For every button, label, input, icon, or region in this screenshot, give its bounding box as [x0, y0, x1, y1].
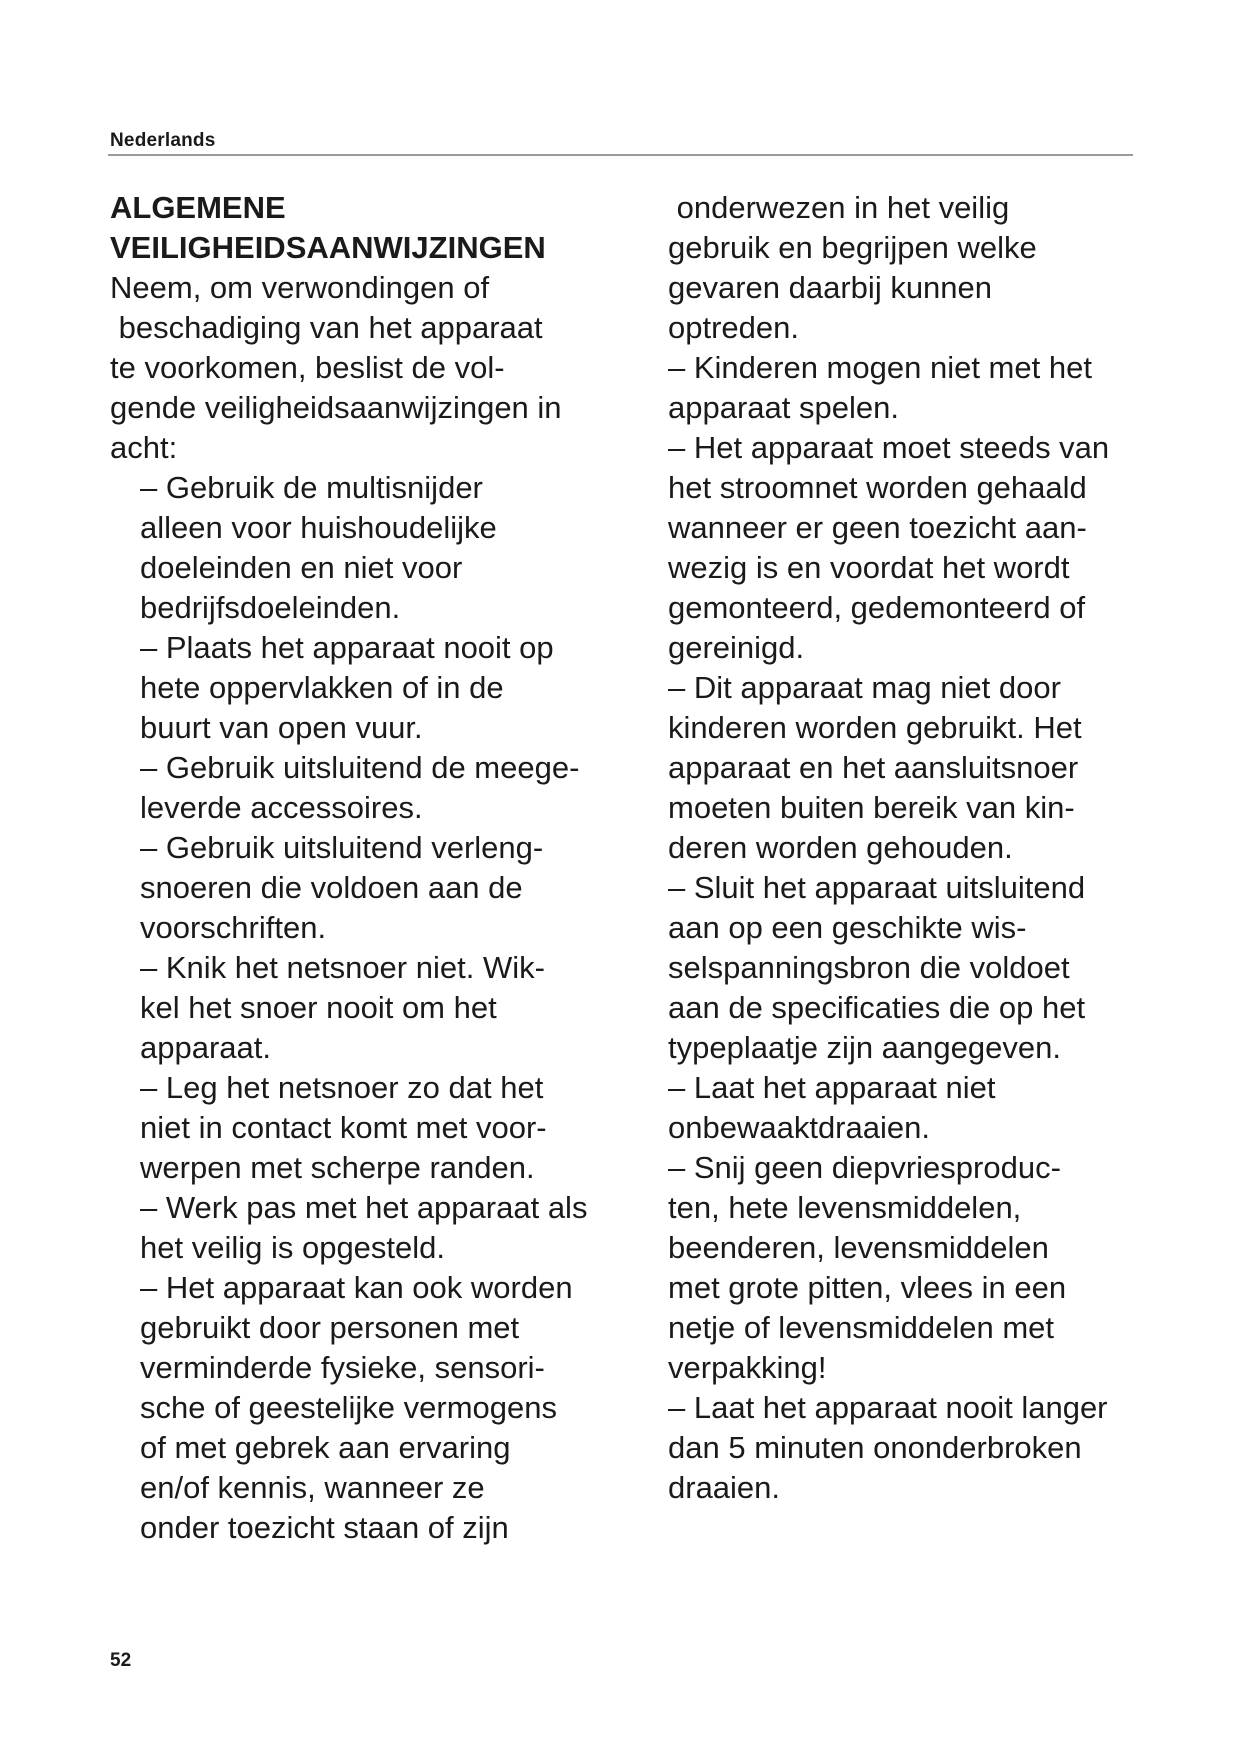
- list-item-line: alleen voor huishoudelijke: [140, 510, 497, 545]
- right-line: optreden.: [668, 310, 799, 345]
- list-item-line: werpen met scherpe randen.: [140, 1150, 535, 1185]
- right-line: dan 5 minuten ononderbroken: [668, 1430, 1082, 1465]
- list-item-line: – Het apparaat kan ook worden: [140, 1270, 573, 1305]
- right-line: deren worden gehouden.: [668, 830, 1013, 865]
- intro-line: acht:: [110, 430, 178, 465]
- list-item-line: of met gebrek aan ervaring: [140, 1430, 511, 1465]
- right-line: wanneer er geen toezicht aan-: [668, 510, 1087, 545]
- section-heading-line-2: VEILIGHEIDSAANWIJZINGEN: [110, 230, 546, 265]
- list-item-line: hete oppervlakken of in de: [140, 670, 504, 705]
- right-line: – Snij geen diepvriesproduc-: [668, 1150, 1061, 1185]
- list-item-line: doeleinden en niet voor: [140, 550, 463, 585]
- right-line: netje of levensmiddelen met: [668, 1310, 1055, 1345]
- list-item-line: onder toezicht staan of zijn: [140, 1510, 509, 1545]
- right-line: beenderen, levensmiddelen: [668, 1230, 1049, 1265]
- list-item-line: – Gebruik uitsluitend verleng-: [140, 830, 544, 865]
- right-line: wezig is en voordat het wordt: [668, 550, 1070, 585]
- right-line: – Laat het apparaat nooit langer: [668, 1390, 1108, 1425]
- right-line: – Laat het apparaat niet: [668, 1070, 996, 1105]
- list-item-line: gebruikt door personen met: [140, 1310, 520, 1345]
- intro-line: Neem, om verwondingen of: [110, 270, 490, 305]
- section-heading-line-1: ALGEMENE: [110, 190, 286, 225]
- right-line: apparaat spelen.: [668, 390, 899, 425]
- right-line: selspanningsbron die voldoet: [668, 950, 1070, 985]
- list-item-line: snoeren die voldoen aan de: [140, 870, 523, 905]
- right-line: – Kinderen mogen niet met het: [668, 350, 1092, 385]
- right-line: apparaat en het aansluitsnoer: [668, 750, 1079, 785]
- right-line: gebruik en begrijpen welke: [668, 230, 1037, 265]
- right-line: onbewaaktdraaien.: [668, 1110, 930, 1145]
- right-line: met grote pitten, vlees in een: [668, 1270, 1067, 1305]
- list-item-line: – Knik het netsnoer niet. Wik-: [140, 950, 545, 985]
- right-line: aan de specificaties die op het: [668, 990, 1086, 1025]
- list-item-line: – Plaats het apparaat nooit op: [140, 630, 554, 665]
- list-item-line: – Werk pas met het apparaat als: [140, 1190, 588, 1225]
- header-language: Nederlands: [110, 130, 216, 151]
- intro-line: gende veiligheidsaanwijzingen in: [110, 390, 562, 425]
- right-line: gevaren daarbij kunnen: [668, 270, 993, 305]
- right-line: – Dit apparaat mag niet door: [668, 670, 1061, 705]
- right-line: typeplaatje zijn aangegeven.: [668, 1030, 1061, 1065]
- list-item-line: – Gebruik de multisnijder: [140, 470, 483, 505]
- list-item-line: apparaat.: [140, 1030, 271, 1065]
- list-item-line: verminderde fysieke, sensori-: [140, 1350, 545, 1385]
- right-line: onderwezen in het veilig: [668, 190, 1010, 225]
- right-column: [668, 188, 1168, 1508]
- left-column: [110, 188, 640, 1548]
- right-line: het stroomnet worden gehaald: [668, 470, 1087, 505]
- right-line: gereinigd.: [668, 630, 805, 665]
- list-item-line: en/of kennis, wanneer ze: [140, 1470, 485, 1505]
- right-line: – Sluit het apparaat uitsluitend: [668, 870, 1086, 905]
- list-item-line: het veilig is opgesteld.: [140, 1230, 446, 1265]
- header-divider: [108, 154, 1133, 156]
- list-item-line: bedrijfsdoeleinden.: [140, 590, 401, 625]
- right-line: gemonteerd, gedemonteerd of: [668, 590, 1086, 625]
- right-line: kinderen worden gebruikt. Het: [668, 710, 1082, 745]
- list-item-line: leverde accessoires.: [140, 790, 423, 825]
- list-item-line: – Gebruik uitsluitend de meege-: [140, 750, 580, 785]
- page-number: 52: [110, 1650, 132, 1671]
- list-item-line: voorschriften.: [140, 910, 327, 945]
- right-line: moeten buiten bereik van kin-: [668, 790, 1075, 825]
- list-item-line: sche of geestelijke vermogens: [140, 1390, 558, 1425]
- list-item-line: niet in contact komt met voor-: [140, 1110, 547, 1145]
- safety-list-left: [110, 468, 640, 1548]
- right-line: verpakking!: [668, 1350, 827, 1385]
- right-line: aan op een geschikte wis-: [668, 910, 1027, 945]
- intro-line: beschadiging van het apparaat: [110, 310, 543, 345]
- list-item-line: buurt van open vuur.: [140, 710, 423, 745]
- list-item-line: – Leg het netsnoer zo dat het: [140, 1070, 544, 1105]
- right-line: draaien.: [668, 1470, 781, 1505]
- intro-line: te voorkomen, beslist de vol-: [110, 350, 505, 385]
- list-item-line: kel het snoer nooit om het: [140, 990, 497, 1025]
- right-line: ten, hete levensmiddelen,: [668, 1190, 1022, 1225]
- right-line: – Het apparaat moet steeds van: [668, 430, 1110, 465]
